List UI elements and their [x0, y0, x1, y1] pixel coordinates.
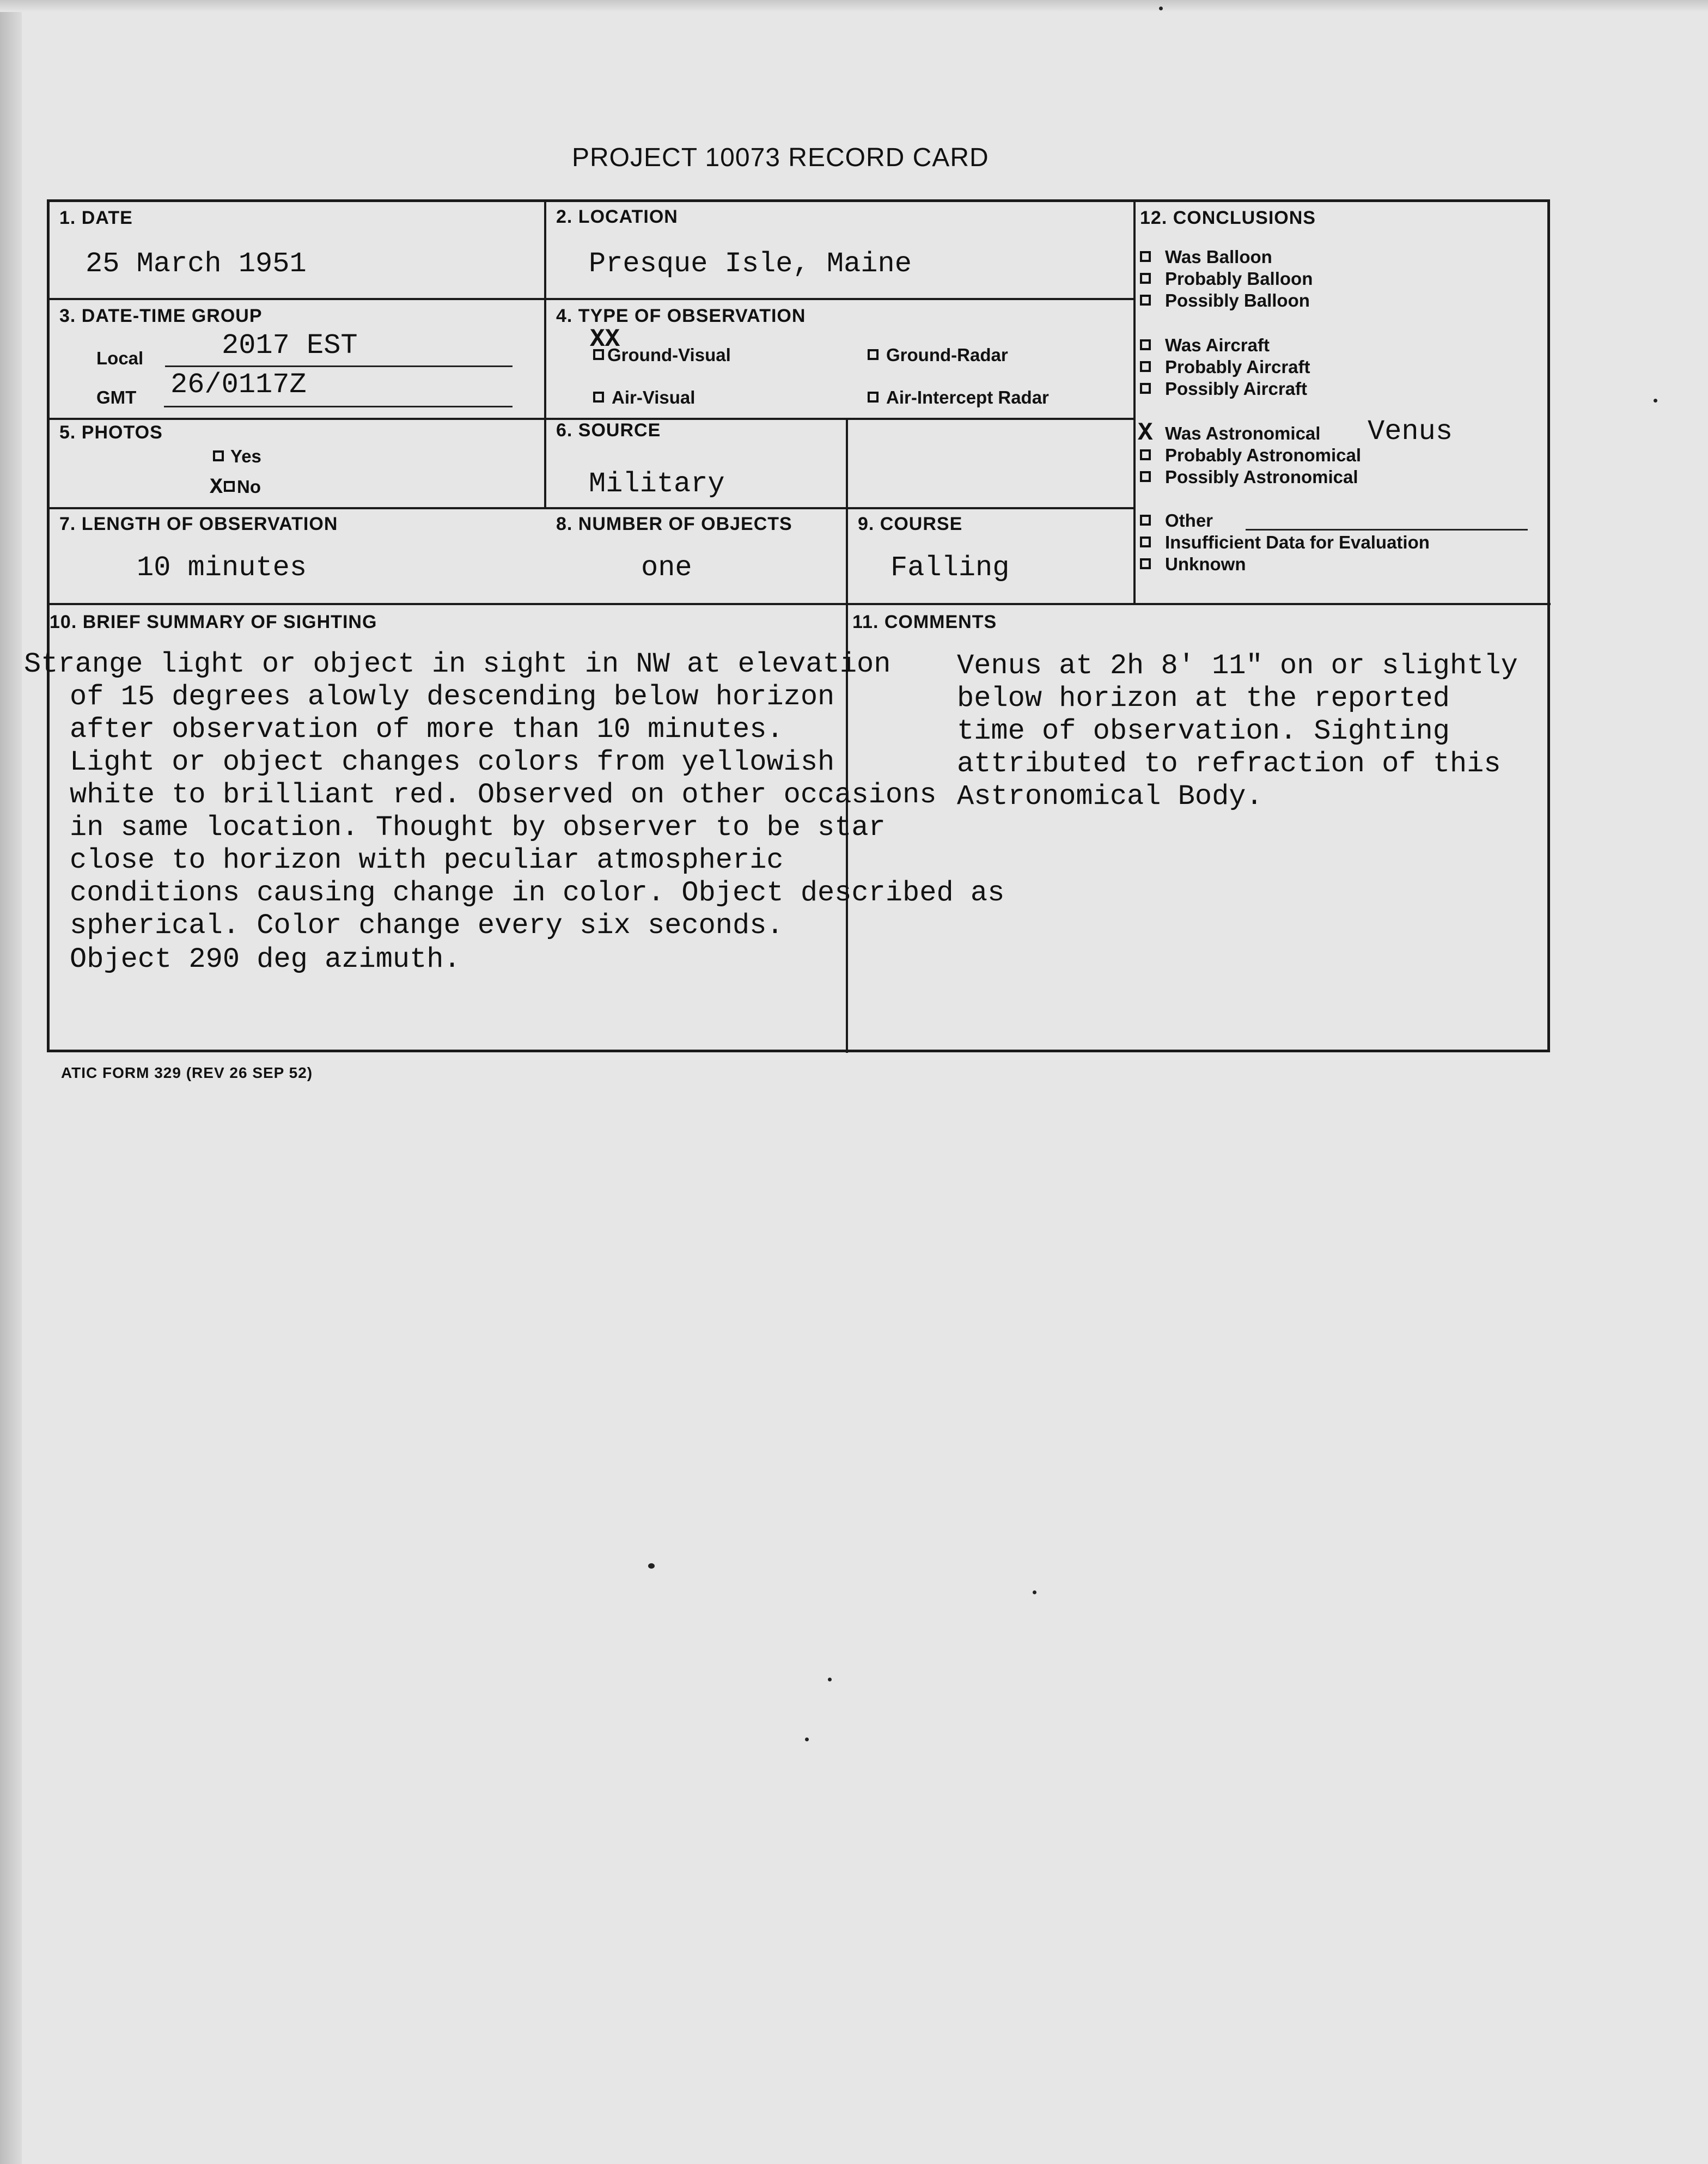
- summary-line: after observation of more than 10 minutes.: [70, 714, 784, 746]
- checkbox: [1140, 537, 1151, 547]
- location-value: Presque Isle, Maine: [589, 248, 912, 280]
- conclusion-unknown: Unknown: [1140, 554, 1246, 575]
- checkbox: [1140, 558, 1151, 569]
- date-value: 25 March 1951: [86, 248, 307, 280]
- comments-line: attributed to refraction of this: [957, 748, 1501, 780]
- summary-line: Light or object changes colors from yellowish: [70, 746, 835, 778]
- conclusion-possibly-balloon: Possibly Balloon: [1140, 290, 1310, 311]
- conclusion-probably-aircraft: Probably Aircraft: [1140, 357, 1310, 377]
- comments-line: below horizon at the reported: [957, 682, 1450, 715]
- checkbox: [1140, 383, 1151, 394]
- photos-yes-checkbox: [213, 450, 224, 461]
- dtg-gmt-value: 26/0117Z: [170, 369, 307, 401]
- conclusion-probably-balloon: Probably Balloon: [1140, 269, 1313, 289]
- ground-visual-checkbox: [593, 349, 604, 360]
- conclusion-was-astronomical: Was Astronomical: [1165, 423, 1321, 443]
- summary-line: spherical. Color change every six seconds.: [70, 910, 784, 942]
- conclusion-insufficient-data: Insufficient Data for Evaluation: [1140, 532, 1430, 553]
- card-title: PROJECT 10073 RECORD CARD: [572, 143, 989, 172]
- conclusion-other: Other: [1140, 510, 1213, 531]
- obs-ground-visual: Ground-Visual: [593, 345, 731, 365]
- obs-ground-radar: Ground-Radar: [868, 345, 1008, 365]
- ground-visual-mark: XX: [590, 325, 620, 353]
- divider-row1: [50, 298, 1133, 300]
- summary-line: Strange light or object in sight in NW at elevation: [24, 648, 891, 680]
- objects-label: 8. NUMBER OF OBJECTS: [556, 514, 792, 534]
- scan-speck: [828, 1678, 832, 1681]
- form-footer: ATIC FORM 329 (REV 26 SEP 52): [61, 1064, 313, 1081]
- date-label: 1. DATE: [59, 208, 133, 228]
- scan-edge-left: [0, 0, 22, 2164]
- checkbox: [1140, 295, 1151, 306]
- other-line: [1246, 529, 1528, 531]
- photos-yes: Yes: [213, 446, 261, 467]
- conclusion-was-balloon: Was Balloon: [1140, 247, 1272, 267]
- course-label: 9. COURSE: [858, 514, 963, 534]
- location-label: 2. LOCATION: [556, 206, 678, 227]
- obs-air-visual: Air-Visual: [593, 387, 695, 408]
- source-label: 6. SOURCE: [556, 420, 661, 441]
- obs-type-label: 4. TYPE OF OBSERVATION: [556, 306, 806, 326]
- dtg-gmt-label: GMT: [96, 387, 137, 407]
- checkbox: [1140, 273, 1151, 284]
- summary-line: in same location. Thought by observer to be star: [70, 812, 886, 844]
- conclusion-was-aircraft: Was Aircraft: [1140, 335, 1270, 356]
- astronomical-selected-mark: X: [1138, 419, 1153, 447]
- scan-speck: [648, 1563, 655, 1569]
- photos-no-mark: X: [210, 476, 223, 500]
- conclusions-label: 12. CONCLUSIONS: [1140, 208, 1316, 228]
- astronomical-note: Venus: [1368, 416, 1453, 448]
- checkbox: [1140, 449, 1151, 460]
- summary-label: 10. BRIEF SUMMARY OF SIGHTING: [50, 612, 377, 632]
- conclusion-probably-astronomical: Probably Astronomical: [1140, 445, 1361, 466]
- summary-line: conditions causing change in color. Object described as: [70, 877, 1005, 909]
- comments-line: time of observation. Sighting: [957, 715, 1450, 747]
- summary-line: close to horizon with peculiar atmospheric: [70, 844, 784, 876]
- divider-course: [846, 420, 848, 507]
- length-value: 10 minutes: [137, 552, 307, 584]
- scan-speck: [805, 1738, 809, 1741]
- checkbox: [1140, 515, 1151, 526]
- ground-radar-checkbox: [868, 349, 879, 360]
- divider-col2: [1133, 202, 1136, 603]
- scan-speck: [1033, 1590, 1036, 1594]
- air-intercept-checkbox: [868, 392, 879, 403]
- checkbox: [1140, 339, 1151, 350]
- air-visual-checkbox: [593, 392, 604, 403]
- dtg-local-label: Local: [96, 348, 144, 368]
- divider-row3: [50, 507, 1133, 509]
- photos-no: X No: [210, 476, 261, 500]
- checkbox: [1140, 251, 1151, 262]
- comments-line: Astronomical Body.: [957, 781, 1263, 813]
- source-value: Military: [589, 468, 725, 500]
- checkbox: [1140, 471, 1151, 482]
- photos-label: 5. PHOTOS: [59, 422, 163, 443]
- dtg-local-line: [165, 365, 513, 367]
- obs-air-intercept: Air-Intercept Radar: [868, 387, 1049, 408]
- conclusion-possibly-aircraft: Possibly Aircraft: [1140, 379, 1307, 399]
- objects-value: one: [641, 552, 692, 584]
- length-label: 7. LENGTH OF OBSERVATION: [59, 514, 338, 534]
- checkbox: [1140, 361, 1151, 372]
- course-value: Falling: [890, 552, 1010, 584]
- photos-no-checkbox: [224, 481, 235, 492]
- conclusion-possibly-astronomical: Possibly Astronomical: [1140, 467, 1358, 487]
- dtg-label: 3. DATE-TIME GROUP: [59, 306, 263, 326]
- divider-col1: [544, 202, 546, 507]
- divider-row4: [50, 603, 1551, 605]
- summary-line: white to brilliant red. Observed on other occasions: [70, 779, 937, 811]
- scan-edge-top: [0, 0, 1708, 12]
- comments-label: 11. COMMENTS: [852, 612, 997, 632]
- summary-line: of 15 degrees alowly descending below horizon: [70, 681, 835, 713]
- summary-line: Object 290 deg azimuth.: [70, 943, 461, 976]
- scan-speck: [1654, 399, 1657, 403]
- scan-speck: [1159, 7, 1163, 10]
- dtg-gmt-line: [164, 406, 513, 407]
- dtg-local-value: 2017 EST: [222, 330, 358, 362]
- comments-line: Venus at 2h 8' 11" on or slightly: [957, 650, 1518, 682]
